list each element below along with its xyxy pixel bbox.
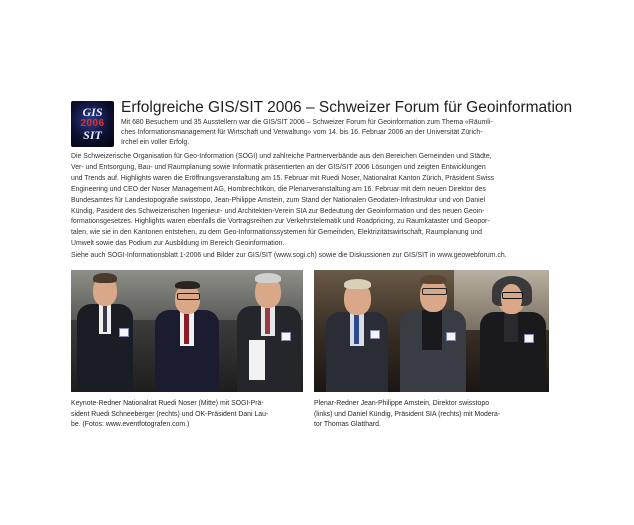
caption-keynote [71, 399, 303, 431]
logo-text-year: 2006 [80, 118, 105, 129]
body-line: und Trends auf. Highlights waren die Eröffnungsveranstaltung am 15. Februar mit Ruedi Noser, Nationalrat Kanton Zürich, Präsident Swiss [71, 174, 495, 182]
gis-sit-logo [71, 101, 114, 147]
body-line: talen, wie sie in den Kantonen entstehen, zu dem Geo-Informationssystemen für Gemeinden, Elektrizitätswirtschaft, Raumplanung und [71, 229, 482, 237]
caption-line: sident Ruedi Schneeberger (rechts) und OK-Präsident Dani Lau- [71, 410, 269, 418]
lead-line: Mit 680 Besuchern und 35 Ausstellern war die GIS/SIT 2006 – Schweizer Forum für Geoinformation zum Thema «Räumli- [121, 119, 493, 126]
body-line: Bundesamtes für Landestopografie swisstopo, Jean-Philippe Amstein, zum Stand der Nationalen Geodaten-Infrastruktur und von Daniel [71, 196, 486, 204]
name-badge [370, 330, 380, 339]
lead-line: ches Informationsmanagement für Wirtschaft und Verwaltung» vom 14. bis 16. Februar 2006 an der Universität Zürich- [121, 129, 483, 137]
photo-plenary [314, 270, 549, 392]
caption-plenary [314, 399, 549, 431]
article-body [71, 152, 549, 250]
photo-keynote [71, 270, 303, 392]
body-line: Die Schweizerische Organisation für Geo-Information (SOGI) und zahlreiche Partnerverbände aus den Bereichen Gemeinden und Städte, [71, 153, 492, 160]
body-line: Kündig, Pasident des Schweizerischen Ingenieur- und Architekten-Verein SIA zur Bedeutung der Geoinformation und des neuen Geoin- [71, 207, 485, 215]
body-line: Umwelt sowie das Podium zur Ausbildung im Bereich Geoinformation. [71, 240, 285, 248]
body-line: Ver- und Entsorgung, Bau- und Raumplanung sowie Informatik präsentierten an der GIS/SIT 2006 Lösungen und zeigten Entwicklungen [71, 163, 486, 171]
logo-text-sit: SIT [83, 128, 102, 142]
lead-line: Irchel ein voller Erfolg. [121, 139, 190, 147]
see-also-text: Siehe auch SOGI-Informationsblatt 1-2006 und Bilder zur GIS/SIT (www.sogi.ch) sowie die Diskussionen zur GIS/SIT in www.geowebforum.ch. [71, 252, 507, 259]
see-also-line [71, 251, 549, 262]
body-line: formationsgesetzes. Highlights waren ebenfalls die Vortragsreihen zur Verkehrstelematik und Roadpricing, zu Raumkataster und Geopor- [71, 218, 490, 226]
logo-text-gis: GIS [82, 105, 103, 119]
name-badge [281, 332, 291, 341]
caption-line: (links) und Daniel Kündig, Präsident SIA (rechts) mit Modera- [314, 410, 501, 418]
caption-line: Plenar-Redner Jean-Philippe Amstein, Direktor swisstopo [314, 400, 490, 407]
name-badge [446, 332, 456, 341]
caption-line: tor Thomas Glatthard. [314, 421, 381, 429]
body-line: Engineering und CEO der Noser Management AG, Hombrechtikon, die Plenarveranstaltung am 16. Februar mit dem neuen Direktor des [71, 185, 486, 193]
article-lead [121, 118, 549, 149]
name-badge [119, 328, 129, 337]
caption-line: Keynote-Redner Nationalrat Ruedi Noser (Mitte) mit SOGI-Prä- [71, 400, 264, 407]
article-title: Erfolgreiche GIS/SIT 2006 – Schweizer Forum für Geoinformation [121, 99, 573, 116]
caption-line: be. (Fotos: www.eventfotografen.com.) [71, 421, 190, 429]
name-badge [524, 334, 534, 343]
